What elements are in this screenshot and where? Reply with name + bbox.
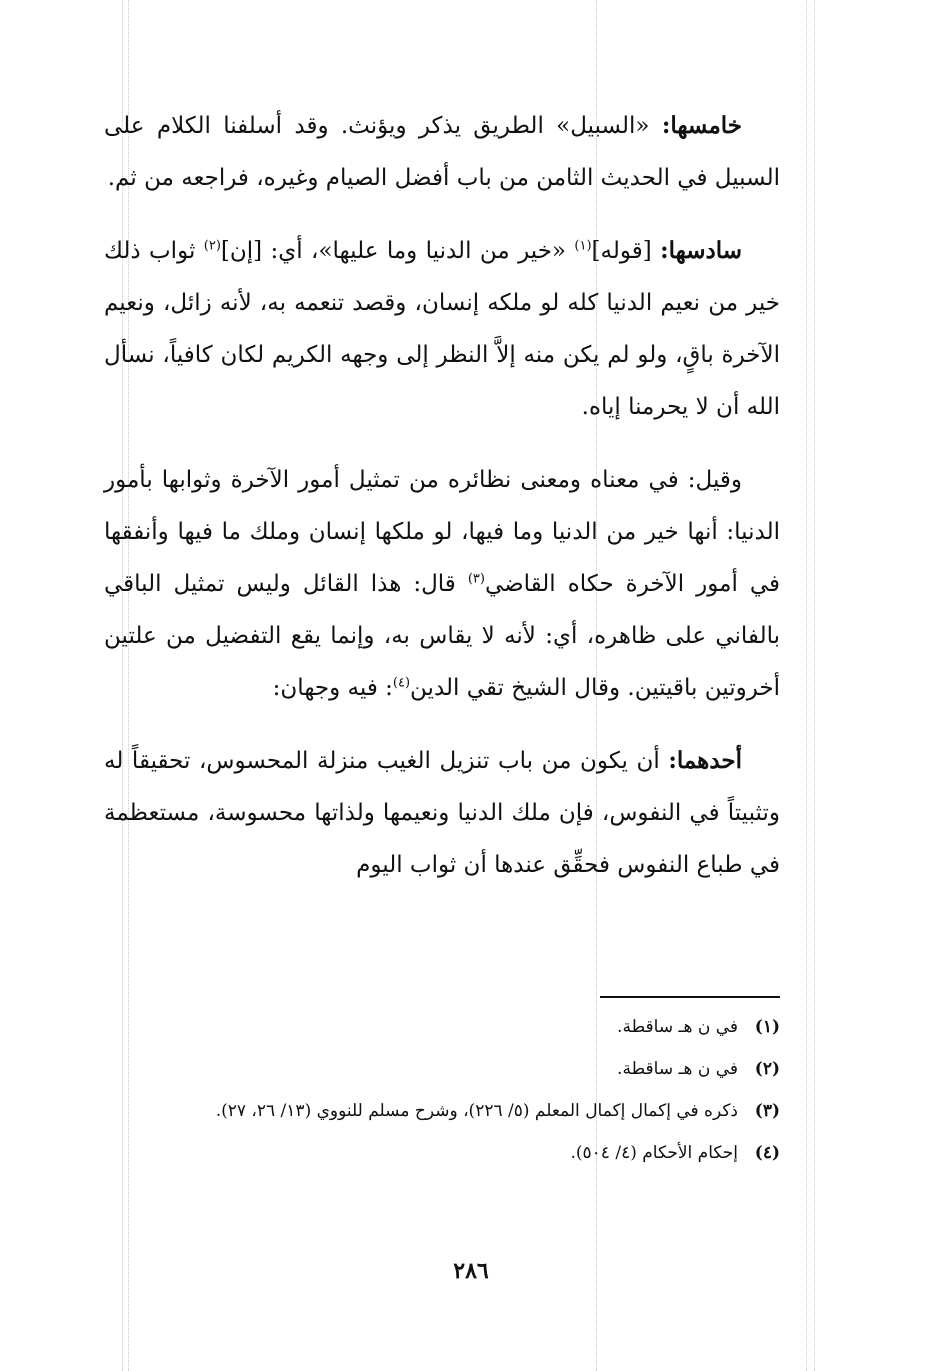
paragraph-body: : فيه وجهان: (272, 675, 393, 701)
footnote-item (104, 1096, 780, 1126)
paragraph-body: «خير من الدنيا وما عليها»، أي: [إن] (220, 238, 575, 264)
footnote-text: في ن هـ ساقطة. (617, 1017, 738, 1037)
footnote-divider (600, 996, 780, 998)
paragraph-fifth (104, 100, 780, 204)
paragraph-body: ثواب ذلك خير من نعيم الدنيا كله لو ملكه إنسان، وقصد تنعمه به، لأنه زائل، ونعيم الآخرة باقٍ، ولو لم يكن منه إلاَّ النظر إلى وجهه الكريم لكان كافياً، نسأل الله أن لا يحرمنا إياه. (104, 238, 780, 420)
scan-guide-line (806, 0, 807, 1371)
paragraph-body: «السبيل» الطريق يذكر ويؤنث. وقد أسلفنا الكلام على السبيل في الحديث الثامن من باب أفضل الصيام وغيره، فراجعه من ثم. (104, 113, 780, 191)
paragraph-body: [قوله] (591, 238, 661, 264)
footnote-ref[interactable]: (٣) (467, 571, 485, 587)
footnote-number: (٢) (754, 1059, 780, 1079)
paragraph-lead: أحدهما: (668, 747, 742, 774)
footnote-text: إحكام الأحكام (٤/ ٥٠٤). (570, 1143, 738, 1163)
footnote-ref[interactable]: (١) (574, 238, 592, 254)
paragraph-sixth (104, 225, 780, 433)
footnotes (104, 1012, 780, 1180)
paragraph-lead: سادسها: (660, 237, 742, 264)
footnote-ref[interactable]: (٤) (392, 675, 411, 691)
footnote-item (104, 1054, 780, 1084)
paragraph-lead: خامسها: (661, 112, 742, 139)
scan-guide-line (814, 0, 815, 1371)
paragraph-body: قال: هذا القائل وليس تمثيل الباقي بالفاني على ظاهره، أي: لأنه لا يقاس به، وإنما يقع التفضيل من علتين أخروتين باقيتين. وقال الشيخ تقي الدين (104, 571, 780, 701)
paragraph-qila (104, 454, 780, 714)
footnote-item (104, 1012, 780, 1042)
footnote-number: (١) (754, 1017, 780, 1037)
footnote-text: ذكره في إكمال إكمال المعلم (٥/ ٢٢٦)، وشرح مسلم للنووي (١٣/ ٢٦، ٢٧). (215, 1101, 738, 1121)
paragraph-first-aspect (104, 735, 780, 891)
paragraph-body: أن يكون من باب تنزيل الغيب منزلة المحسوس، تحقيقاً له وتثبيتاً في النفوس، فإن ملك الدنيا ونعيمها ولذاتها محسوسة، مستعظمة في طباع النفوس فحقِّق عندها أن ثواب اليوم (104, 748, 780, 878)
footnote-number: (٣) (754, 1101, 780, 1121)
paragraph-body: وقيل: في معناه ومعنى نظائره من تمثيل أمور الآخرة وثوابها بأمور الدنيا: أنها خير من الدنيا وما فيها، لو ملكها إنسان وملك ما فيها وأنفقها في أمور الآخرة حكاه القاضي (104, 467, 781, 597)
footnote-text: في ن هـ ساقطة. (617, 1059, 738, 1079)
footnote-ref[interactable]: (٢) (203, 238, 221, 254)
footnote-item (104, 1138, 780, 1168)
main-text (104, 100, 780, 912)
footnote-number: (٤) (754, 1143, 780, 1163)
page-number: ٢٨٦ (453, 1258, 489, 1284)
